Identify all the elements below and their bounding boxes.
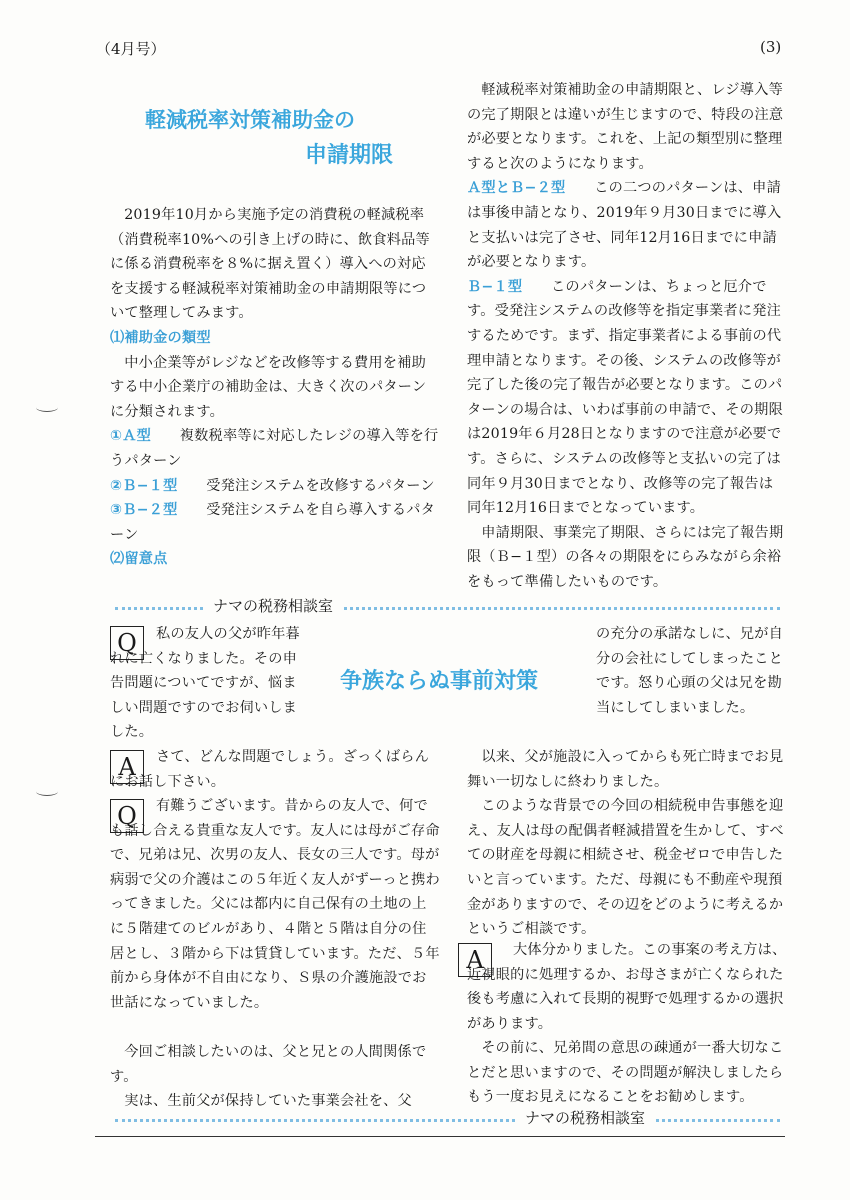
article1-right-column: [467, 78, 787, 594]
pattern-label: Ａ型とＢ−２型: [467, 180, 566, 197]
question-marker: Q: [110, 799, 144, 833]
article2-right-column: [467, 745, 787, 942]
list-item: [110, 498, 440, 547]
answer-2: 大体分かりました。この事案の考え方は、近視眼的に処理するか、お母さまが亡くなられた後も考慮に入れて長期的視野で処理するかの選択があります。: [467, 942, 787, 1032]
list-item-text: 受発注システムを自ら導入するパターン: [110, 502, 436, 543]
question-1: 私の友人の父が昨年暮れに亡くなりました。その申告問題についてですが、悩ましい問題ですのでお伺いしました。: [110, 626, 300, 741]
pattern-text: このパターンは、ちょっと厄介です。受発注システムの改修等を指定事業者に発注するためです。まず、指定事業者による事前の代理申請となります。その後、システムの改修等が完了した後の完了報告が必要となります。このパターンの場合は、いわば事前の申請で、その期限は2019年６月28日となりますので注意が必要です。さらに、システムの改修等と支払いの完了は同年９月30日までとなり、改修等の完了報告は同年12月16日までとなっています。: [467, 278, 783, 517]
question-continued: [110, 1040, 440, 1114]
article-title-line2: 申請期限: [305, 143, 394, 168]
question-3: 今回ご相談したいのは、父と兄との人間関係です。: [110, 1044, 427, 1085]
bottom-rule: [95, 1136, 785, 1137]
list-item-text: 受発注システムを改修するパターン: [206, 477, 435, 494]
section-banner-top: ナマの税務相談室: [205, 595, 341, 616]
deadline-paragraph: 軽減税率対策補助金の申請期限と、レジ導入等の完了期限とは違いが生じますので、特段の注意が必要となります。これを、上記の類型別に整理すると次のようになります。: [467, 82, 784, 172]
binder-hole-mark: [36, 787, 58, 796]
section-banner-bottom: ナマの税務相談室: [517, 1107, 653, 1128]
question-continued-right: の充分の承諾なしに、兄が自分の会社にしてしまったことです。怒り心頭の父は兄を勘当にしてしまいました。: [596, 626, 784, 716]
article1-left-column: [110, 203, 440, 572]
pattern-label: Ｂ−１型: [467, 278, 523, 295]
article2-title: 争族ならぬ事前対策: [340, 669, 539, 694]
list-item-label: ③Ｂ−２型: [110, 502, 178, 519]
article-title-line1: 軽減税率対策補助金の: [145, 108, 355, 132]
closing-paragraph: 申請期限、事業完了期限、さらには完了報告期限（Ｂ−１型）の各々の期限をにらみながら余裕をもって準備したいものです。: [467, 524, 784, 590]
binder-hole-mark: [36, 403, 58, 412]
answer-marker: A: [110, 750, 144, 784]
types-paragraph: 中小企業等がレジなどを改修等する費用を補助する中小企業庁の補助金は、大きく次のパターンに分類されます。: [110, 354, 427, 420]
banner-dotted-line: [115, 1119, 780, 1122]
section-heading-notes: ⑵留意点: [110, 551, 168, 568]
page-number: (3): [760, 38, 782, 56]
list-item-label: ②Ｂ−１型: [110, 477, 178, 494]
question-4: 実は、生前父が保持していた事業会社を、父: [124, 1093, 412, 1110]
list-item: [110, 424, 440, 473]
answer-1: さて、どんな問題でしょう。ざっくばらんにお話し下さい。: [110, 749, 430, 790]
question-2: 有難うございます。昔からの友人で、何でも話し合える貴重な友人です。友人には母がご存命で、兄弟は兄、次男の友人、長女の三人です。母が病弱で父の介護はこの５年近く友人がずーっと携わってきました。父には都内に自己保有の土地の上に５階建てのビルがあり、４階と５階は自分の住居とし、３階から下は賃貸しています。ただ、５年前から身体が不自由になり、Ｓ県の介護施設でお世話になっていました。: [110, 798, 440, 1011]
section-heading-types: ⑴補助金の類型: [110, 329, 211, 346]
pattern-text: この二つのパターンは、申請は事後申請となり、2019年９月30日までに導入と支払いは完了させ、同年12月16日までに申請が必要となります。: [467, 180, 782, 271]
intro-paragraph: 2019年10月から実施予定の消費税の軽減税率（消費税率10%への引き上げの時に、飲食料品等に係る消費税率を８%に据え置く）導入への対応を支援する軽減税率対策補助金の申請期限等について整理してみます。: [110, 207, 430, 322]
issue-label: （4月号）: [96, 40, 166, 58]
pattern-b1: [467, 275, 787, 521]
pattern-a-b2: [467, 176, 787, 274]
answer-continued: [467, 1036, 787, 1110]
answer-3: その前に、兄弟間の意思の疎通が一番大切なことだと思いますので、その問題が解決しましたらもう一度お見えになることをお勧めします。: [467, 1040, 784, 1106]
list-item: [110, 474, 440, 499]
list-item-label: ①Ａ型: [110, 428, 151, 445]
answer-marker: A: [458, 943, 492, 977]
question-5: 以来、父が施設に入ってからも死亡時までお見舞い一切なしに終わりました。: [467, 749, 784, 790]
list-item-text: 複数税率等に対応したレジの導入等を行うパターン: [110, 428, 439, 469]
question-marker: Q: [110, 626, 144, 660]
question-6: このような背景での今回の相続税申告事態を迎え、友人は母の配偶者軽減措置を生かして、すべての財産を母親に相続させ、税金ゼロで申告したいと言っています。ただ、母親にも不動産や現預金がありますので、その辺をどのように考えるかというご相談です。: [467, 798, 784, 938]
